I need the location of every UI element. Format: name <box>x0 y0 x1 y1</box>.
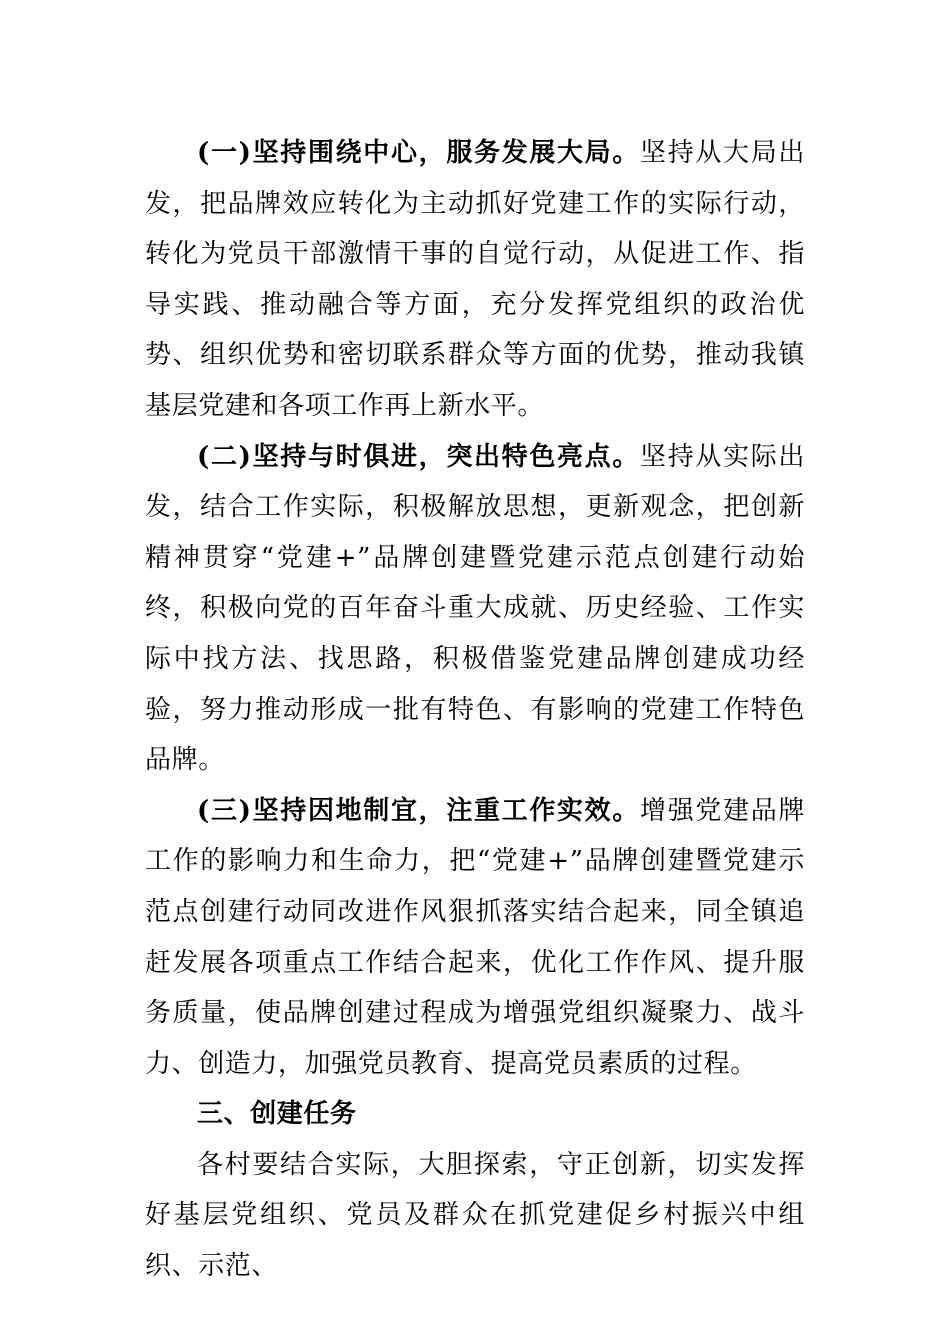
document-page <box>145 128 805 1292</box>
paragraph-2 <box>145 432 805 786</box>
paragraph-1-lead: (一)坚持围绕中心，服务发展大局。 <box>197 138 641 168</box>
paragraph-3 <box>145 786 805 1090</box>
paragraph-2-body: 坚持从实际出发，结合工作实际，积极解放思想，更新观念，把创新精神贯穿“党建+”品牌创建暨党建示范点创建行动始终，积极向党的百年奋斗重大成就、历史经验、工作实际中找方法、找思路，积极借鉴党建品牌创建成功经验，努力推动形成一批有特色、有影响的党建工作特色品牌。 <box>145 441 805 776</box>
paragraph-closing: 各村要结合实际，大胆探索，守正创新，切实发挥好基层党组织、党员及群众在抓党建促乡村振兴中组织、示范、 <box>145 1149 805 1282</box>
paragraph-1-body: 坚持从大局出发，把品牌效应转化为主动抓好党建工作的实际行动，转化为党员干部激情干事的自觉行动，从促进工作、指导实践、推动融合等方面，充分发挥党组织的政治优势、组织优势和密切联系群众等方面的优势，推动我镇基层党建和各项工作再上新水平。 <box>145 138 805 421</box>
section-heading-3: 三、创建任务 <box>197 1099 357 1130</box>
paragraph-1 <box>145 128 805 432</box>
paragraph-3-lead: (三)坚持因地制宜，注重工作实效。 <box>197 795 641 826</box>
paragraph-3-body: 增强党建品牌工作的影响力和生命力，把“党建+”品牌创建暨党建示范点创建行动同改进作风狠抓落实结合起来，同全镇追赶发展各项重点工作结合起来，优化工作作风、提升服务质量，使品牌创建过程成为增强党组织凝聚力、战斗力、创造力，加强党员教育、提高党员素质的过程。 <box>145 795 805 1079</box>
paragraph-2-lead: (二)坚持与时俱进，突出特色亮点。 <box>197 441 641 472</box>
